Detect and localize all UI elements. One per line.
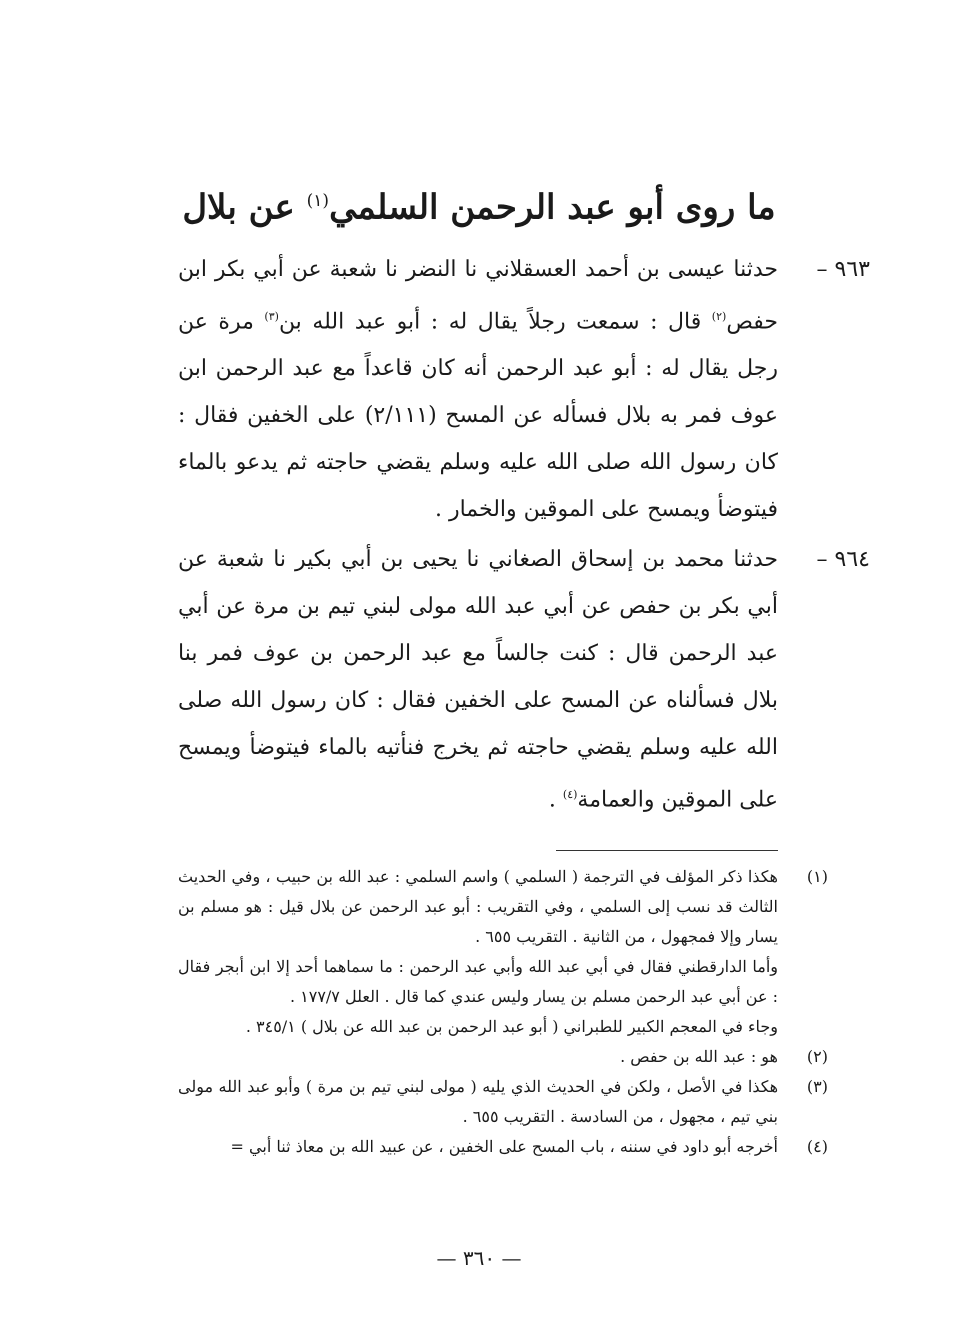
hadith-text: حدثنا محمد بن إسحاق الصغاني نا يحيى بن أبي بكير نا شعبة عن أبي بكر بن حفص عن أبي عبد الله مولى لبني تيم بن مرة عن أبي عبد الرحمن قال : كنت جالساً مع عبد الرحمن بن عوف فمر بنا بلال فسألناه عن المسح على الخفين فقال : كان رسول الله صلى الله عليه وسلم يقضي حاجته ثم يخرج فنأتيه بالماء فيتوضأ ويمسح على الموقين والعمامة	[178, 547, 778, 813]
footnote-separator	[556, 850, 778, 851]
footnote-4	[178, 1132, 828, 1162]
footnote-text-continuation: وجاء في المعجم الكبير للطبراني ( أبو عبد الرحمن بن عبد الله عن بلال ) ٣٤٥/١ .	[245, 1017, 778, 1036]
footnote-text: أخرجه أبو داود في سننه ، باب المسح على الخفين ، عن عبيد الله بن معاذ ثنا أبي =	[230, 1137, 778, 1156]
footnote-number: (٤)	[806, 1137, 828, 1156]
footnote-text: هكذا ذكر المؤلف في الترجمة ( السلمي ) واسم السلمي : عبد الله بن حبيب ، وفي الحديث الثالث قد نسب إلى السلمي ، وفي التقريب : أبو عبد الرحمن عن بلال قيل : هو مسلم بن يسار وإلا فمجهول ، من الثانية . التقريب ٦٥٥ .	[178, 867, 778, 946]
footnote-text: هو : عبد الله بن حفص .	[620, 1047, 778, 1066]
hadith-text: قال : سمعت رجلاً يقال له : أبو عبد الله بن	[278, 309, 702, 335]
footnote-number: (١)	[806, 867, 828, 886]
chapter-title-text-after: عن بلال	[182, 187, 295, 228]
chapter-title	[0, 173, 958, 235]
footnote-text-continuation: وأما الدارقطني فقال في أبي عبد الله وأبي عبد الرحمن : ما سماهما أحد إلا ابن أبجر فقال : عن أبي عبد الرحمن مسلم بن يسار وليس عندي كما قال . العلل ١٧٧/٧ .	[178, 957, 778, 1006]
hadith-number: ٩٦٣ –	[816, 257, 870, 282]
footnote-1	[178, 862, 828, 1042]
hadith-964	[178, 536, 870, 823]
hadith-963	[178, 246, 870, 533]
footnote-ref: (٣)	[264, 310, 279, 323]
footnotes	[178, 862, 828, 1162]
footnote-ref: (١)	[306, 190, 330, 211]
footnote-2	[178, 1042, 828, 1072]
hadith-text: .	[548, 787, 556, 813]
footnote-ref: (٤)	[562, 788, 578, 801]
footnote-number: (٣)	[806, 1077, 828, 1096]
hadith-number: ٩٦٤ –	[816, 547, 870, 572]
page-number: — ٣٦٠ —	[436, 1246, 522, 1270]
chapter-title-text: ما روى أبو عبد الرحمن السلمي	[329, 187, 776, 228]
hadith-text: حدثنا عيسى بن أحمد العسقلاني نا النضر نا شعبة عن أبي بكر ابن حفص	[178, 257, 778, 335]
footnote-number: (٢)	[806, 1047, 828, 1066]
hadith-text: مرة عن رجل يقال له : أبو عبد الرحمن أنه كان قاعداً مع عبد الرحمن ابن عوف فمر به بلال فسأله عن المسح (٢/١١١) على الخفين فقال : كان رسول الله صلى الله عليه وسلم يقضي حاجته ثم يدعو بالماء فيتوضأ ويمسح على الموقين والخمار .	[178, 309, 778, 523]
footnote-text: هكذا في الأصل ، ولكن في الحديث الذي يليه ( مولى لبني تيم بن مرة ) وأبو عبد الله مولى بني تيم ، مجهول ، من السادسة . التقريب ٦٥٥ .	[178, 1077, 779, 1126]
footnote-3	[178, 1072, 828, 1132]
footnote-ref: (٢)	[711, 310, 727, 323]
